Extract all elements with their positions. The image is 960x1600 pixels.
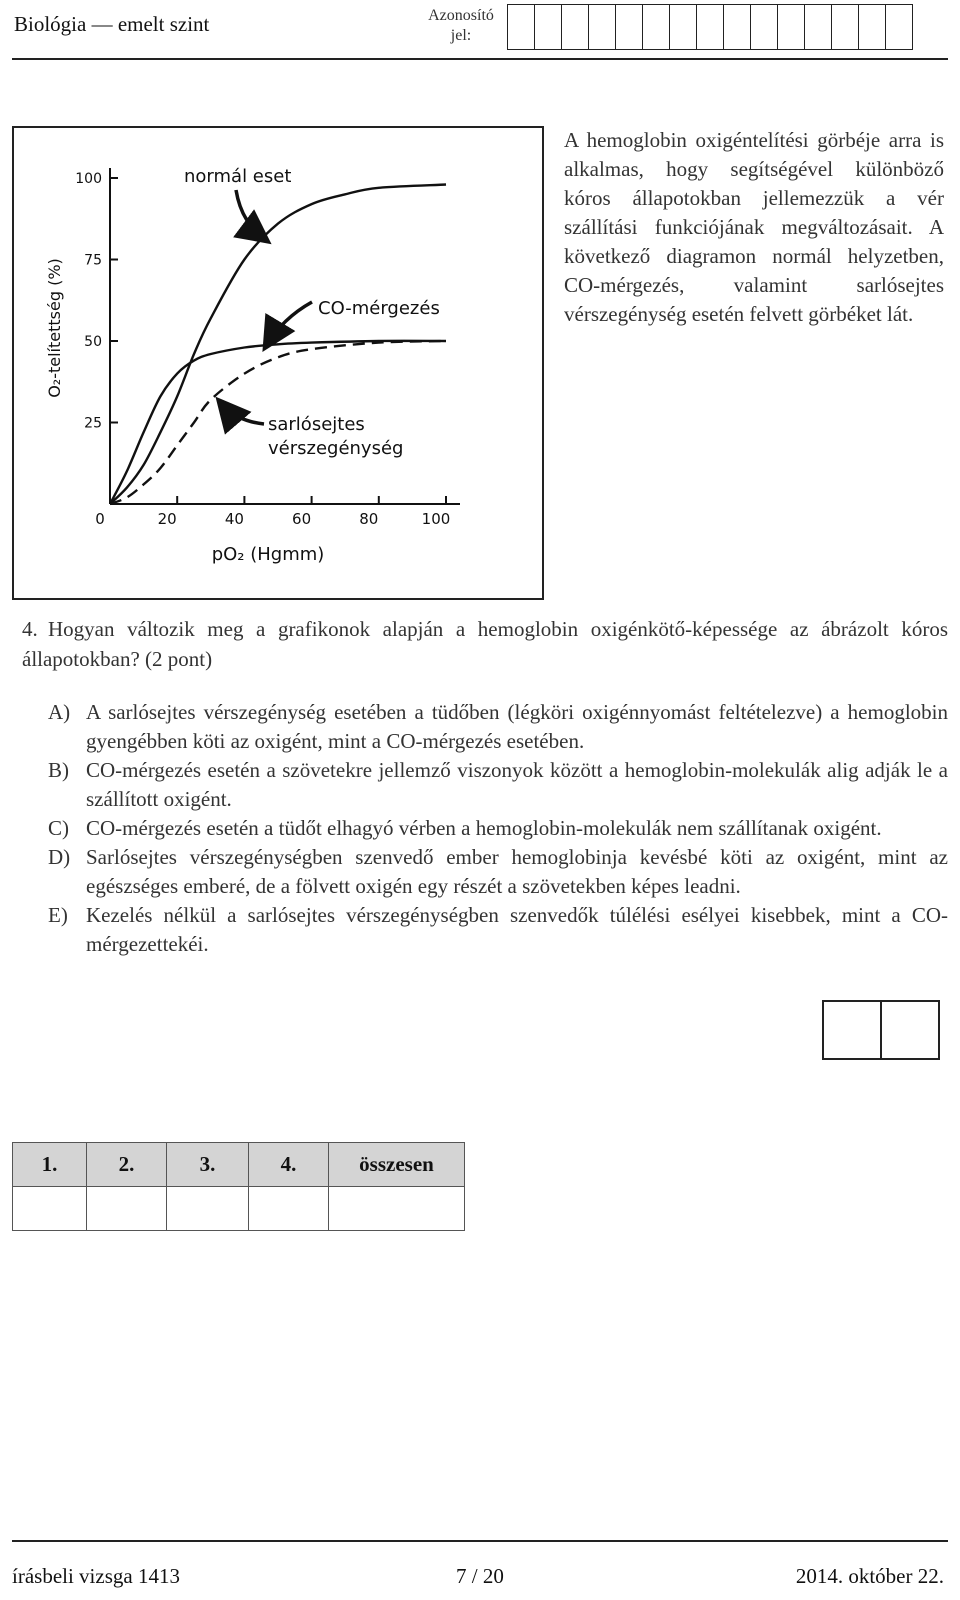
y-axis-label: O₂-telítettség (%) (45, 258, 64, 398)
option-e (48, 901, 948, 959)
y-tick-label: 100 (75, 171, 102, 187)
figure-frame (12, 126, 544, 600)
x-tick-label: 100 (421, 510, 451, 528)
answer-boxes (824, 1000, 940, 1060)
score-cell-2[interactable] (87, 1187, 167, 1231)
id-box-8[interactable] (696, 4, 724, 50)
score-header-4: 4. (249, 1143, 329, 1187)
annotation-arrow-normal (236, 190, 266, 240)
score-header-total: összesen (329, 1143, 465, 1187)
score-cell-4[interactable] (249, 1187, 329, 1231)
annotation-sickle-1: sarlósejtes (268, 414, 365, 435)
footer-date: 2014. október 22. (795, 1564, 944, 1588)
annotation-co: CO-mérgezés (318, 298, 440, 319)
score-header-2: 2. (87, 1143, 167, 1187)
answer-box-2[interactable] (880, 1000, 940, 1060)
score-cell-total[interactable] (329, 1187, 465, 1231)
score-cell-3[interactable] (167, 1187, 249, 1231)
annotation-sickle-2: vérszegénység (268, 438, 404, 459)
x-tick-label: 0 (95, 510, 105, 528)
id-box-6[interactable] (642, 4, 670, 50)
id-box-15[interactable] (885, 4, 913, 50)
y-tick-label: 50 (84, 334, 102, 350)
score-cell-1[interactable] (13, 1187, 87, 1231)
x-tick-label: 80 (359, 510, 379, 528)
option-text: Sarlósejtes vérszegénységben szenvedő ember hemoglobinja kevésbé köti az oxigént, mint az egészséges emberé, de a fölvett oxigén egy részét a szövetekben képes leadni. (86, 845, 948, 898)
id-label: Azonosító jel: (428, 7, 494, 44)
score-header-1: 1. (13, 1143, 87, 1187)
oxygen-saturation-chart (14, 128, 546, 602)
annotation-normal: normál eset (184, 166, 292, 187)
id-box-5[interactable] (615, 4, 643, 50)
option-a (48, 698, 948, 756)
y-tick-label: 75 (84, 252, 102, 269)
option-letter: A) (48, 700, 71, 724)
footer-rule (12, 1540, 948, 1542)
id-box-9[interactable] (723, 4, 751, 50)
id-box-14[interactable] (858, 4, 886, 50)
x-tick-label: 40 (224, 510, 244, 528)
id-box-3[interactable] (561, 4, 589, 50)
option-letter: C) (48, 816, 69, 840)
header-title: Biológia — emelt szint (14, 12, 210, 36)
id-box-11[interactable] (777, 4, 805, 50)
question-text: Hogyan változik meg a grafikonok alapján a hemoglobin oxigénkötő-képessége az ábrázolt kóros állapotokban? (22, 617, 948, 671)
option-text: Kezelés nélkül a sarlósejtes vérszegénységben szenvedők túlélési esélyei kisebbek, mint a CO-mérgezettekéi. (86, 903, 948, 956)
score-header-3: 3. (167, 1143, 249, 1187)
y-tick-label: 25 (84, 415, 102, 432)
option-text: CO-mérgezés esetén a szövetekre jellemző viszonyok között a hemoglobin-molekulák alig adják le a szállított oxigént. (86, 758, 948, 811)
option-c (48, 814, 948, 843)
question-points: (2 pont) (145, 647, 213, 671)
option-letter: D) (48, 845, 71, 869)
answer-options (48, 698, 948, 959)
answer-box-1[interactable] (822, 1000, 882, 1060)
footer-page: 7 / 20 (456, 1564, 504, 1588)
x-tick-label: 20 (157, 510, 177, 528)
option-letter: E) (48, 903, 68, 927)
header-rule (12, 58, 948, 60)
id-box-4[interactable] (588, 4, 616, 50)
score-table (12, 1142, 465, 1231)
question-4 (22, 614, 948, 674)
option-d (48, 843, 948, 901)
id-box-1[interactable] (507, 4, 535, 50)
id-box-7[interactable] (669, 4, 697, 50)
id-box-10[interactable] (750, 4, 778, 50)
option-text: A sarlósejtes vérszegénység esetében a tüdőben (légköri oxigénnyomást feltételezve) a hemoglobin gyengébben köti az oxigént, mint a CO-mérgezés esetében. (86, 700, 948, 753)
id-boxes (508, 4, 913, 50)
intro-text: A hemoglobin oxigéntelítési görbéje arra is alkalmas, hogy segítségével különböző kóros állapotokban jellemezzük a vér szállítási funkciójának megváltozásait. A következő diagramon normál helyzetben, CO-mérgezés, valamint sarlósejtes vérszegénység esetén felvett görbéket lát. (564, 128, 944, 326)
annotation-arrow-sickle (220, 402, 264, 424)
x-axis-label: pO₂ (Hgmm) (211, 544, 325, 565)
option-text: CO-mérgezés esetén a tüdőt elhagyó vérben a hemoglobin-molekulák nem szállítanak oxigént. (86, 816, 882, 840)
id-box-12[interactable] (804, 4, 832, 50)
id-box-13[interactable] (831, 4, 859, 50)
x-tick-label: 60 (292, 510, 312, 528)
annotation-arrow-co (266, 302, 312, 346)
option-b (48, 756, 948, 814)
question-number: 4. (22, 617, 38, 641)
id-box-2[interactable] (534, 4, 562, 50)
option-letter: B) (48, 758, 69, 782)
footer-exam: írásbeli vizsga 1413 (12, 1564, 180, 1588)
